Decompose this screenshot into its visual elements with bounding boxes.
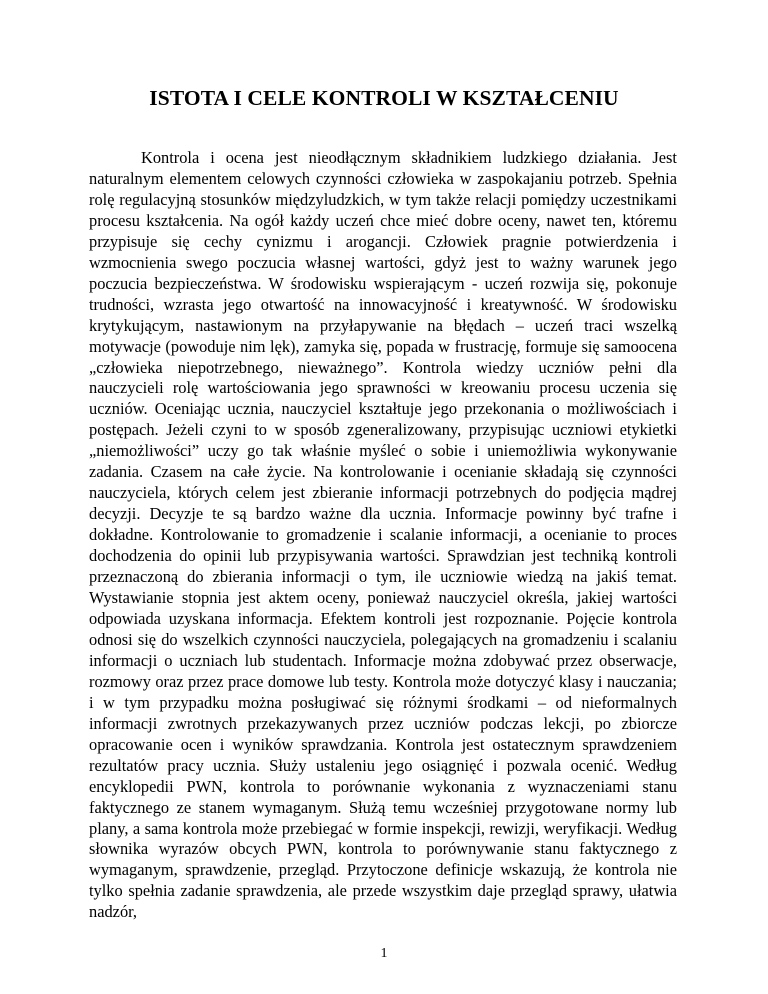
document-title: ISTOTA I CELE KONTROLI W KSZTAŁCENIU [149, 86, 619, 110]
page-number: 1 [380, 946, 388, 961]
body-paragraph: Kontrola i ocena jest nieodłącznym składnikiem ludzkiego działania. Jest naturalnym elementem celowych czynności człowieka w zaspokajaniu potrzeb. Spełnia rolę regulacyjną stosunków międzyludzkich, w tym także relacji pomiędzy uczestnikami procesu kształcenia. Na ogół każdy uczeń chce mieć dobre oceny, nawet ten, któremu przypisuje się cechy cynizmu i arogancji. Człowiek pragnie potwierdzenia i wzmocnienia swego poczucia własnej wartości, gdyż jest to ważny warunek jego poczucia bezpieczeństwa. W środowisku wspierającym - uczeń rozwija się, pokonuje trudności, wzrasta jego otwartość na innowacyjność i kreatywność. W środowisku krytykującym, nastawionym na przyłapywanie na błędach – uczeń traci wszelką motywacje (powoduje nim lęk), zamyka się, popada w frustrację, formuje się samoocena „człowieka niepotrzebnego, nieważnego”. Kontrola wiedzy uczniów pełni dla nauczycieli rolę wartościowania jego sprawności w kreowaniu procesu uczenia się uczniów. Oceniając ucznia, nauczyciel kształtuje jego przekonania o możliwościach i postępach. Jeżeli czyni to w sposób zgeneralizowany, przypisując uczniowi etykietki „niemożliwości” uczy go tak właśnie myśleć o sobie i uniemożliwia wykonywanie zadania. Czasem na całe życie. Na kontrolowanie i ocenianie składają się czynności nauczyciela, których celem jest zbieranie informacji potrzebnych do podjęcia mądrej decyzji. Decyzje te są bardzo ważne dla ucznia. Informacje powinny być trafne i dokładne. Kontrolowanie to gromadzenie i scalanie informacji, a ocenianie to proces dochodzenia do opinii lub przypisywania wartości. Sprawdzian jest techniką kontroli przeznaczoną do zbierania informacji o tym, ile uczniowie wiedzą na jakiś temat. Wystawianie stopnia jest aktem oceny, ponieważ nauczyciel określa, jakiej wartości odpowiada uzyskana informacja. Efektem kontroli jest rozpoznanie. Pojęcie kontrola odnosi się do wszelkich czynności nauczyciela, polegających na gromadzeniu i scalaniu informacji o uczniach lub studentach. Informacje można zdobywać przez obserwacje, rozmowy oraz przez prace domowe lub testy. Kontrola może dotyczyć klasy i nauczania; i w tym przypadku można posługiwać się różnymi środkami – od nieformalnych informacji zwrotnych przekazywanych przez uczniów podczas lekcji, po zbiorcze opracowanie ocen i wyników sprawdzania. Kontrola jest ostatecznym sprawdzeniem rezultatów pracy ucznia. Służy ustaleniu jego osiągnięć i pozwala ocenić. Według encyklopedii PWN, kontrola to porównanie wykonania z wyznaczeniami stanu faktycznego ze stanem wymaganym. Służą temu wcześniej przygotowane normy lub plany, a sama kontrola może przebiegać w formie inspekcji, rewizji, weryfikacji. Według słownika wyrazów obcych PWN, kontrola to porównywanie stanu faktycznego z wymaganym, sprawdzenie, przegląd. Przytoczone definicje wskazują, że kontrola nie tylko spełnia zadanie sprawdzenia, ale przede wszystkim daje przegląd sprawy, ułatwia nadzór, [89, 148, 677, 922]
